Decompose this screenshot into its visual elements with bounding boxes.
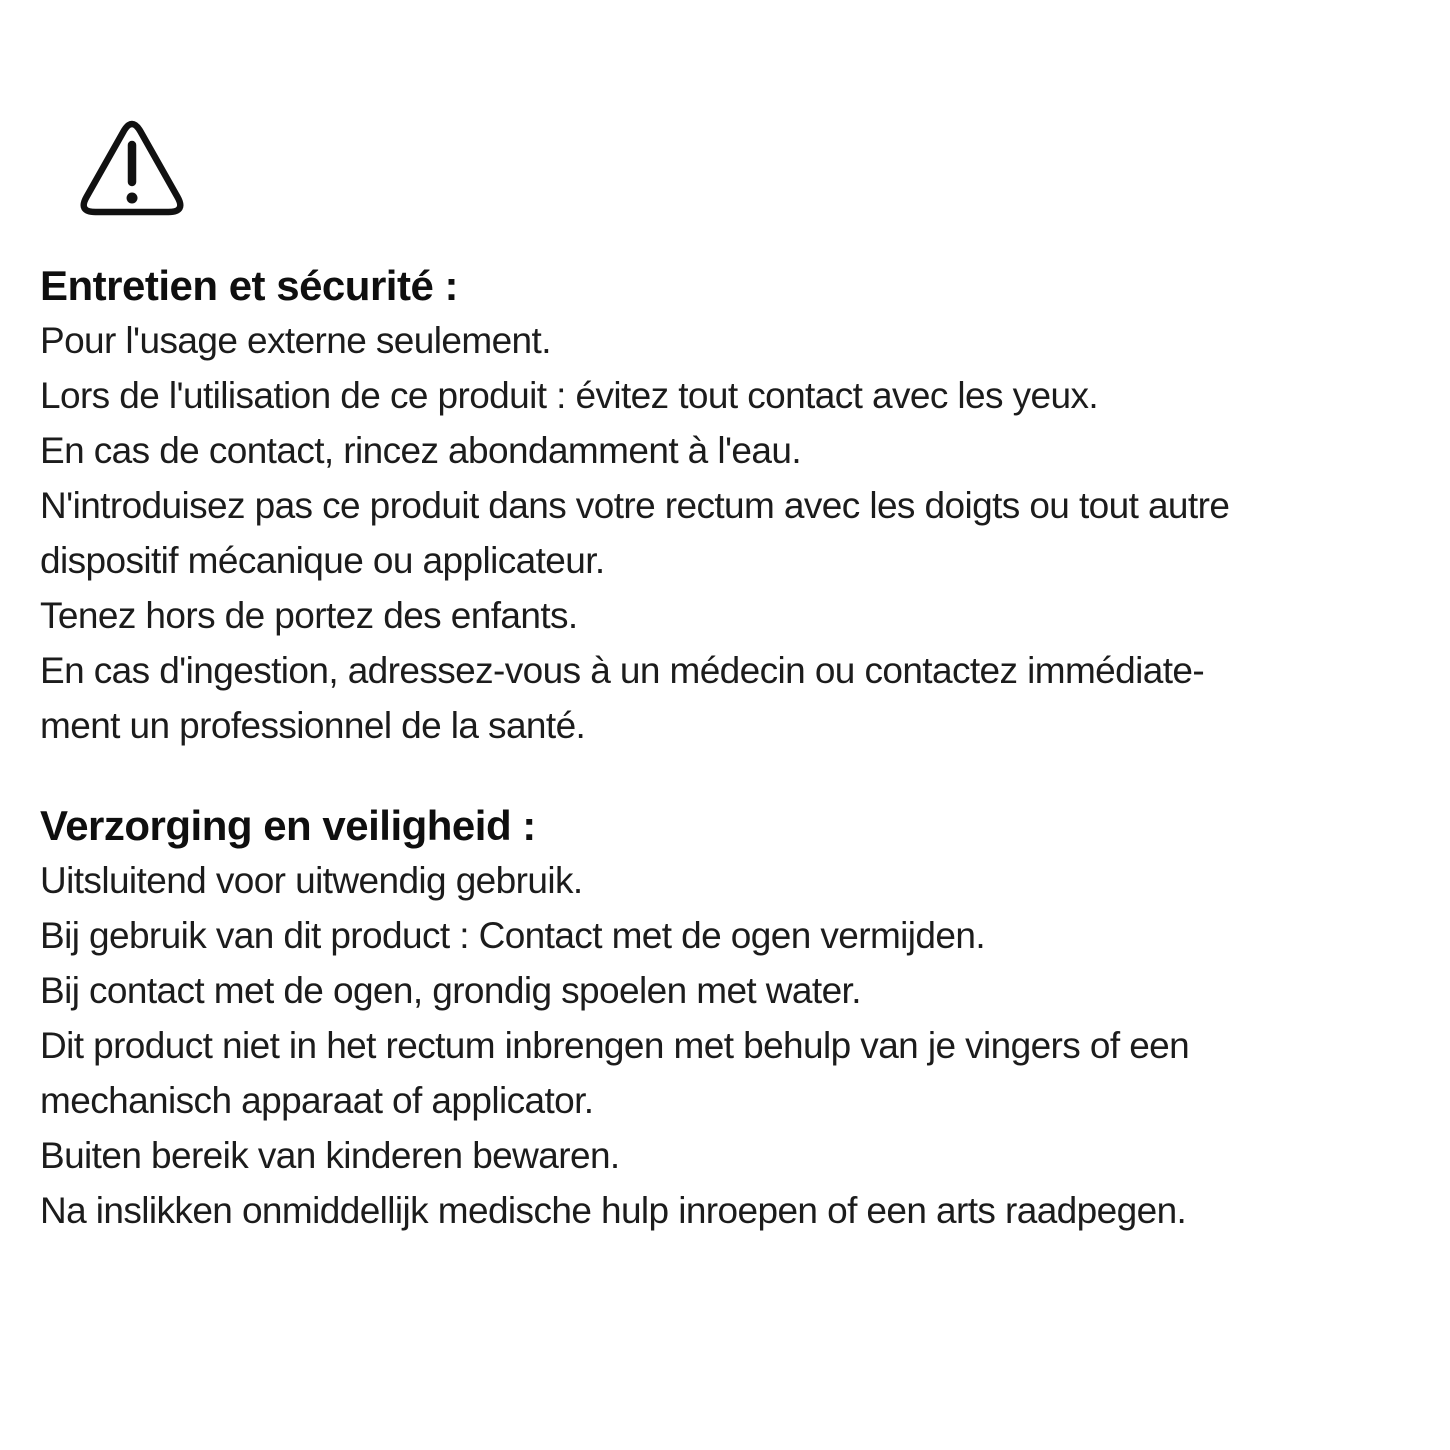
section-heading-french: Entretien et sécurité : — [40, 262, 458, 309]
text-line: Na inslikken onmiddellijk medische hulp inroepen of een arts raadpegen. — [40, 1190, 1187, 1231]
text-line: Buiten bereik van kinderen bewaren. — [40, 1135, 620, 1176]
text-line: En cas d'ingestion, adressez-vous à un médecin ou contactez immédiate- — [40, 650, 1205, 691]
label-text-content — [40, 258, 1412, 1238]
section-body-dutch — [40, 853, 1412, 1238]
text-line: Lors de l'utilisation de ce produit : évitez tout contact avec les yeux. — [40, 375, 1099, 416]
section-french — [40, 258, 1412, 753]
warning-triangle-icon — [72, 110, 192, 224]
text-line: Bij gebruik van dit product : Contact met de ogen vermijden. — [40, 915, 986, 956]
text-line: ment un professionnel de la santé. — [40, 705, 586, 746]
text-line: En cas de contact, rincez abondamment à l'eau. — [40, 430, 802, 471]
text-line: dispositif mécanique ou applicateur. — [40, 540, 605, 581]
text-line: Pour l'usage externe seulement. — [40, 320, 551, 361]
text-line: mechanisch apparaat of applicator. — [40, 1080, 594, 1121]
text-line: N'introduisez pas ce produit dans votre rectum avec les doigts ou tout autre — [40, 485, 1230, 526]
text-line: Tenez hors de portez des enfants. — [40, 595, 578, 636]
section-heading-dutch: Verzorging en veiligheid : — [40, 802, 536, 849]
section-body-french — [40, 313, 1412, 753]
section-dutch — [40, 798, 1412, 1238]
text-line: Bij contact met de ogen, grondig spoelen met water. — [40, 970, 861, 1011]
text-line: Dit product niet in het rectum inbrengen met behulp van je vingers of een — [40, 1025, 1190, 1066]
text-line: Uitsluitend voor uitwendig gebruik. — [40, 860, 583, 901]
